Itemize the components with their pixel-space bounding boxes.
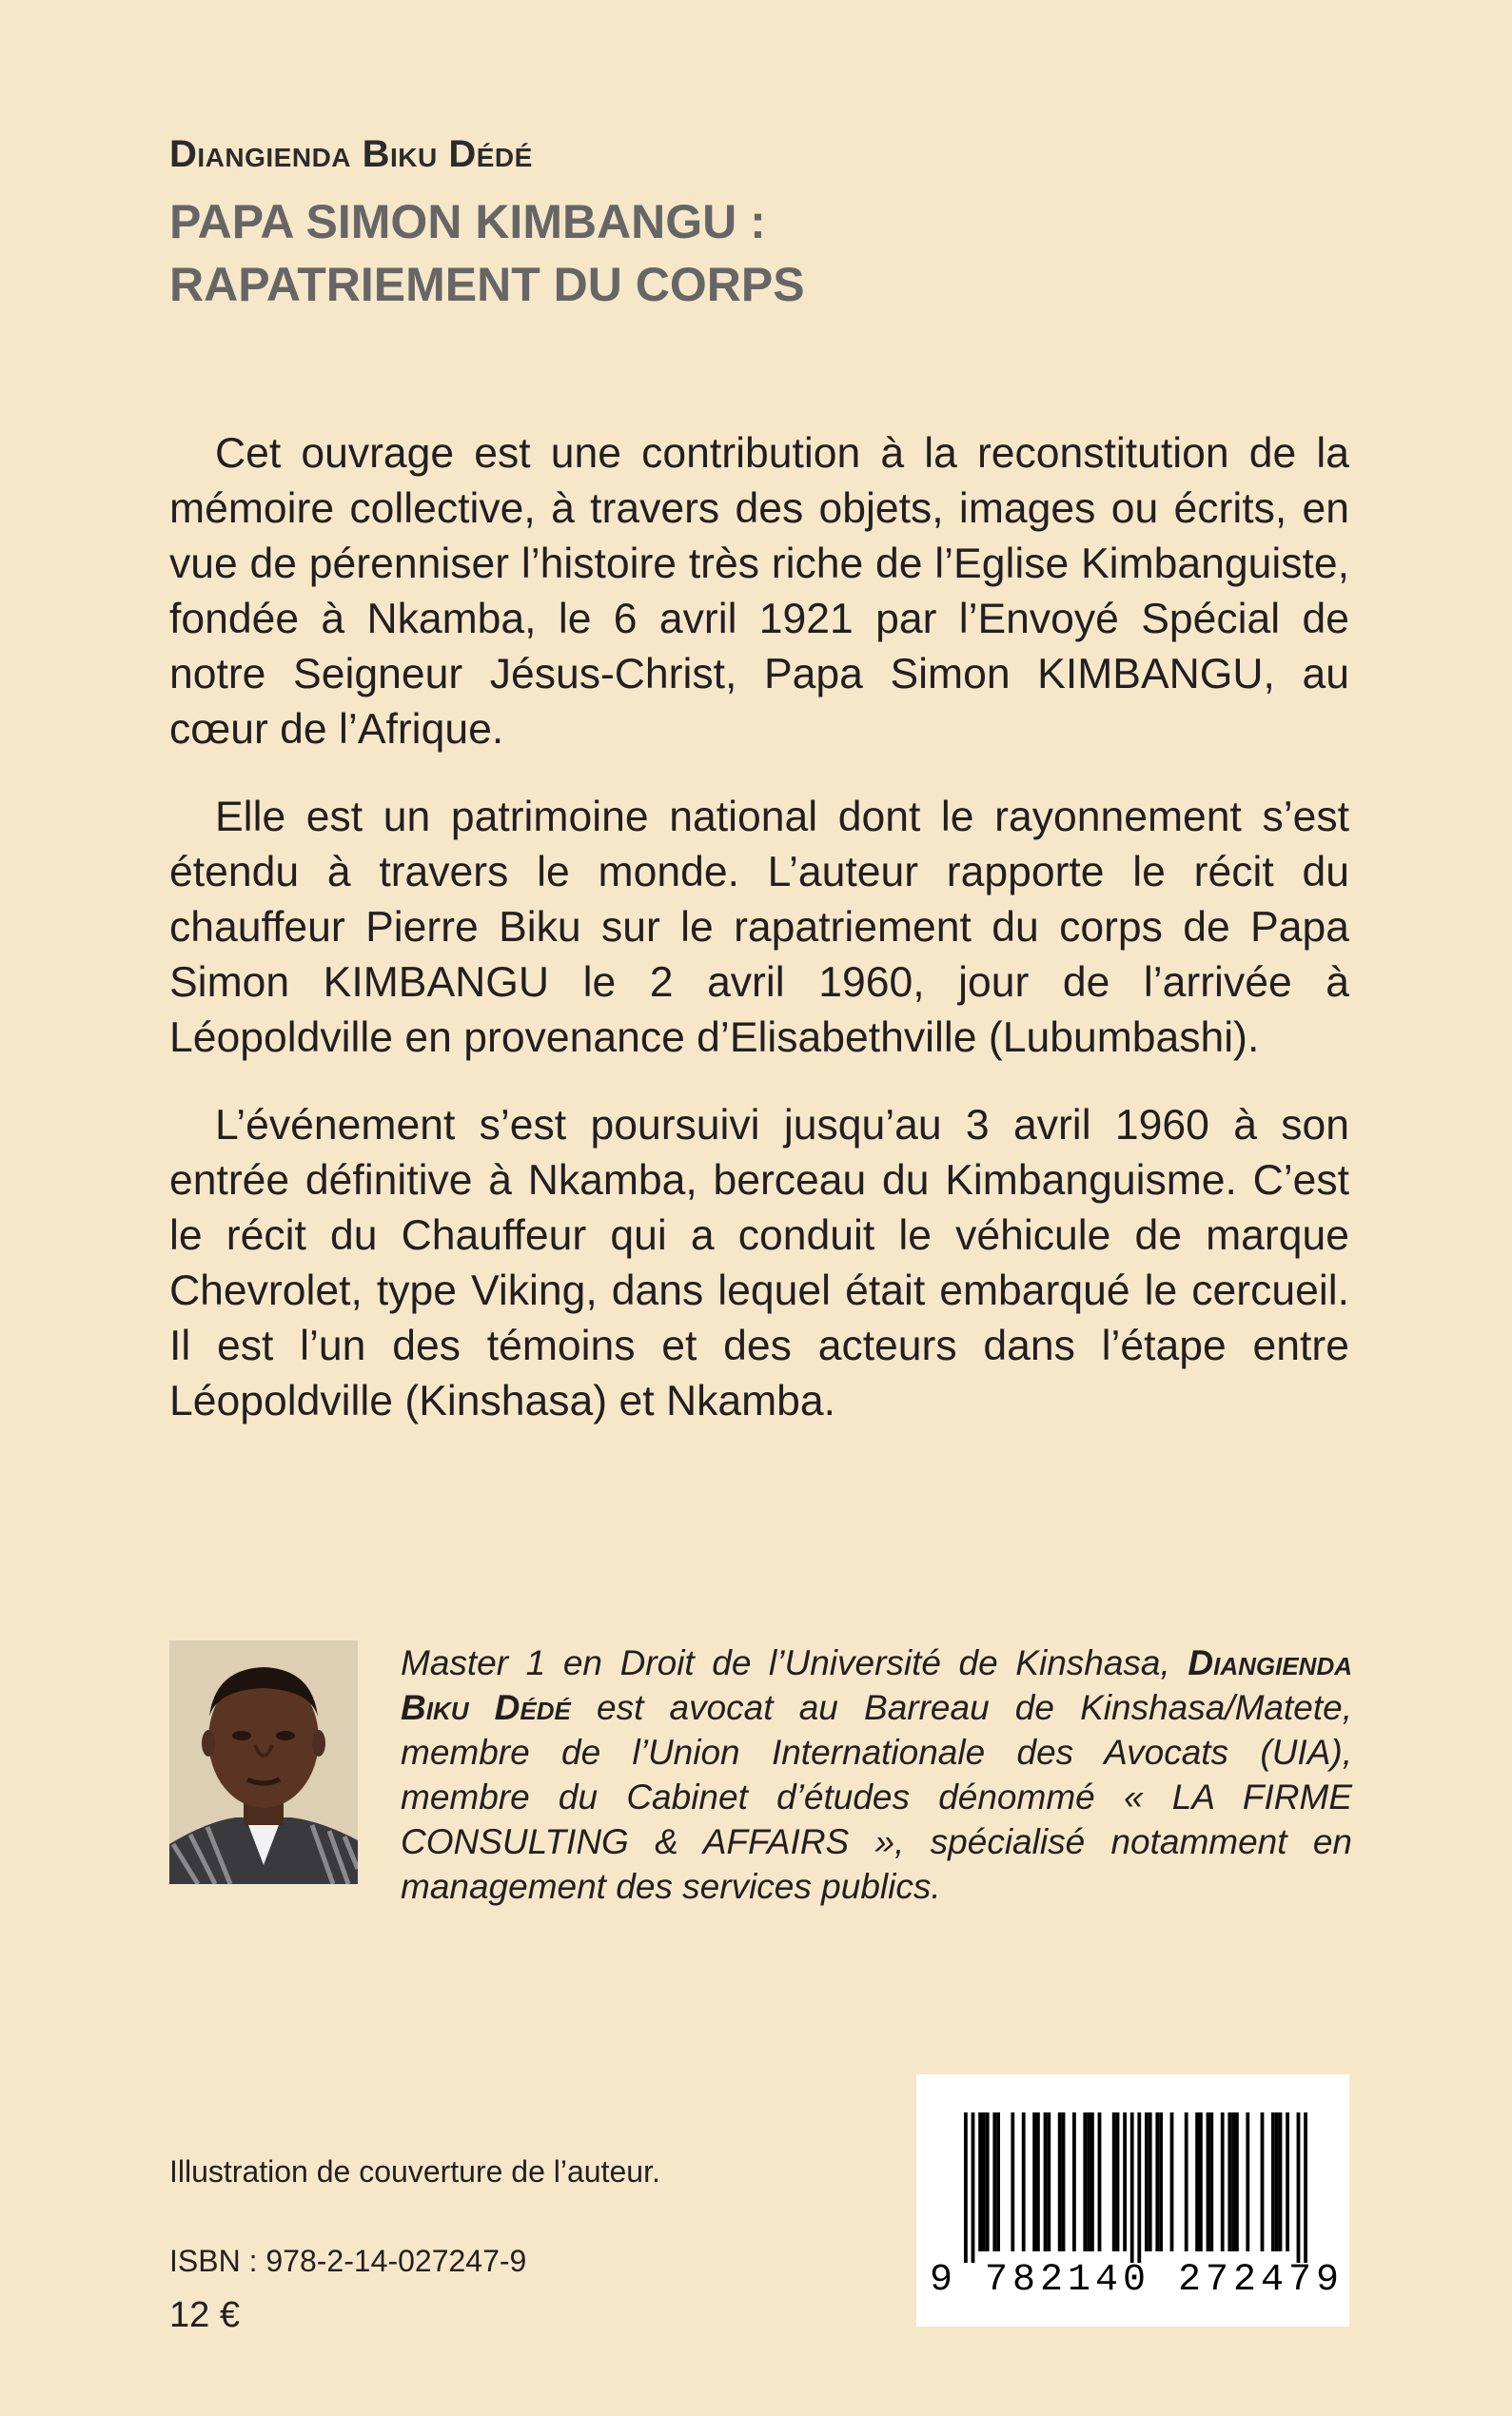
barcode-bar [1304,2112,1307,2263]
barcode-bar [1227,2112,1231,2251]
blurb-paragraph: L’événement s’est poursuivi jusqu’au 3 avril 1960 à son entrée définitive à Nkamba, berceau du Kimbanguisme. C’est le récit du Chauffeur qui a conduit le véhicule de marque Chevrolet, type Viking, dans lequel était embarqué le cercueil. Il est l’un des témoins et des acteurs dans l’étape entre Léopoldville (Kinshasa) et Nkamba. [169,1102,1349,1424]
blurb-paragraph: Cet ouvrage est une contribution à la reconstitution de la mémoire collective, à travers des objets, images ou écrits, en vue de pérenniser l’histoire très riche de l’Eglise Kimbanguiste, fondée à Nkamba, le 6 avril 1921 par l’Envoyé Spécial de notre Seigneur Jésus-Christ, Papa Simon KIMBANGU, au cœur de l’Afrique. [169,430,1349,753]
author-portrait-illustration [169,1640,358,1884]
blurb-paragraph: Elle est un patrimoine national dont le rayonnement s’est étendu à travers le monde. L’auteur rapporte le récit du chauffeur Pierre Biku sur le rapatriement du corps de Papa Simon KIMBANGU le 2 avril 1960, jour de l’arrivée à Léopoldville en provenance d’Elisabethville (Lubumbashi). [169,794,1349,1061]
barcode-bar [1090,2112,1094,2251]
barcode-bar [1011,2112,1014,2251]
barcode-bar [1231,2112,1235,2251]
barcode-bar [1130,2112,1134,2263]
barcode-bar [996,2112,1000,2251]
barcode-bar [972,2112,975,2263]
barcode-bar [1149,2112,1152,2251]
barcode-bar [1083,2112,1087,2251]
barcode-bar [1044,2112,1048,2251]
book-title-line-1: PAPA SIMON KIMBANGU : [169,195,766,248]
barcode-bar [1058,2112,1062,2251]
barcode-bar [1137,2112,1141,2263]
barcode-bar [1195,2112,1199,2251]
bio-intro: Master 1 en Droit de l’Université de Kinshasa, [401,1643,1170,1682]
barcode-bar [1116,2112,1120,2251]
barcode-bar [1159,2112,1163,2251]
bio-details: est avocat au Barreau de Kinshasa/Matete, membre de l’Union Internationale des Avocats (UIA), membre du Cabinet d’études dénommé « LA FIRME CONSULTING & AFFAIRS », spécialisé notamment en management des services publics. [401,1688,1352,1906]
author-bio [401,1640,1352,1909]
barcode-bar [992,2112,996,2251]
barcode-bar [1047,2112,1051,2251]
barcode-bar [1098,2112,1102,2251]
barcode [916,2074,1349,2327]
barcode-bar [1145,2112,1149,2251]
barcode-bar [1199,2112,1203,2251]
price: 12 € [169,2295,240,2335]
bio-author-name: Diangienda Biku Dédé [401,1643,1353,1727]
barcode-bar [1297,2112,1301,2263]
author-photo [169,1640,358,1884]
barcode-bar [1185,2112,1188,2251]
illustration-credit: Illustration de couverture de l’auteur. [169,2154,660,2189]
book-title [169,190,805,316]
barcode-bar [1170,2112,1174,2251]
barcode-bar [1286,2112,1289,2251]
barcode-bar [982,2112,986,2251]
barcode-bar [1112,2112,1116,2251]
book-title-line-2: RAPATRIEMENT DU CORPS [169,258,805,311]
barcode-bar [978,2112,982,2251]
barcode-bar [1221,2112,1225,2251]
barcode-bar [1271,2112,1275,2251]
barcode-bar [1246,2112,1249,2251]
barcode-bar [1209,2112,1213,2251]
barcode-bar [1207,2112,1210,2251]
barcode-bar [1062,2112,1066,2251]
barcode-bar [1235,2112,1239,2251]
barcode-bar [1072,2112,1076,2251]
barcode-bar [1123,2112,1127,2251]
barcode-bar [1032,2112,1036,2251]
barcode-bar [1275,2112,1279,2251]
back-cover-blurb [169,426,1349,1462]
isbn: ISBN : 978-2-14-027247-9 [169,2244,527,2278]
barcode-bar [1155,2112,1159,2251]
barcode-bar [1261,2112,1265,2251]
author-name: Diangienda Biku Dédé [169,133,533,175]
barcode-bar [964,2112,968,2263]
barcode-bar [1036,2112,1040,2251]
barcode-bar [1279,2112,1283,2251]
barcode-bar [1022,2112,1026,2251]
barcode-digits: 9 782140 272479 [930,2259,1345,2302]
barcode-bar [1087,2112,1090,2251]
barcode-bar [986,2112,990,2251]
barcode-bars [916,2074,1349,2265]
